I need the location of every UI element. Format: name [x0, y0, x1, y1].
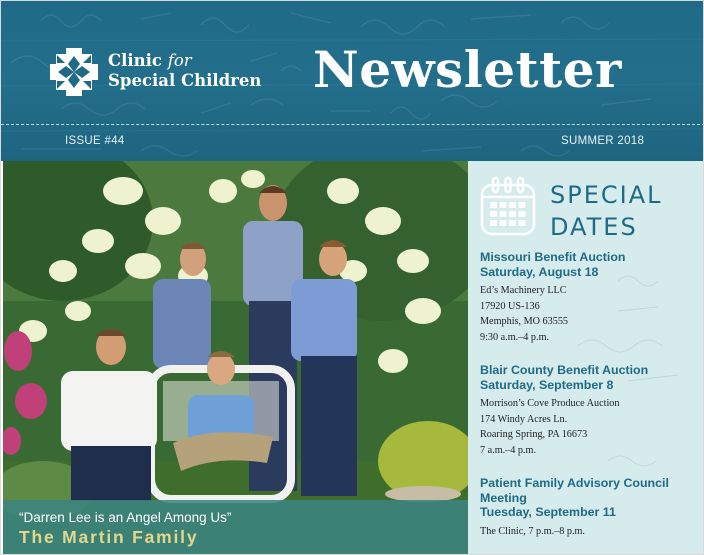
event-detail: Memphis, MO 63555	[480, 316, 569, 328]
event-item	[480, 363, 702, 458]
family-photo-illustration	[3, 161, 468, 554]
caption-family-name: The Martin Family	[19, 527, 199, 547]
event-detail: Roaring Spring, PA 16673	[480, 429, 588, 441]
header-divider	[1, 124, 704, 125]
photo-caption	[3, 500, 468, 554]
event-name: Missouri Benefit Auction	[480, 250, 626, 264]
special-dates-title: SPECIAL DATES	[550, 181, 663, 241]
caption-quote: “Darren Lee is an Angel Among Us”	[19, 510, 232, 525]
event-name: Blair County Benefit Auction	[480, 363, 649, 377]
event-detail: 174 Windy Acres Ln.	[480, 413, 568, 425]
event-detail: 7 a.m.–4 p.m.	[480, 444, 537, 456]
event-date: Tuesday, September 11	[480, 505, 616, 519]
quilt-cross-icon	[48, 46, 100, 98]
event-item	[480, 250, 702, 345]
clinic-name: Clinic for Special Children	[108, 51, 262, 90]
event-detail: 9:30 a.m.–4 p.m.	[480, 331, 550, 343]
family-photo	[3, 161, 468, 554]
event-detail: Morrison’s Cove Produce Auction	[480, 398, 620, 409]
newsletter-header	[1, 1, 704, 161]
event-detail: Ed’s Machinery LLC	[480, 285, 567, 296]
event-item	[480, 476, 690, 539]
event-date: Saturday, September 8	[480, 377, 614, 392]
event-detail: 17920 US-136	[480, 300, 540, 312]
event-date: Saturday, August 18	[480, 264, 599, 279]
issue-number: ISSUE #44	[65, 135, 125, 147]
special-dates-sidebar	[468, 161, 704, 555]
newsletter-title: Newsletter	[313, 40, 622, 99]
calendar-icon	[479, 175, 537, 237]
event-detail: The Clinic, 7 p.m.–8 p.m.	[480, 525, 585, 537]
issue-season: SUMMER 2018	[561, 135, 645, 147]
event-name: Patient Family Advisory Council Meeting	[480, 476, 669, 505]
